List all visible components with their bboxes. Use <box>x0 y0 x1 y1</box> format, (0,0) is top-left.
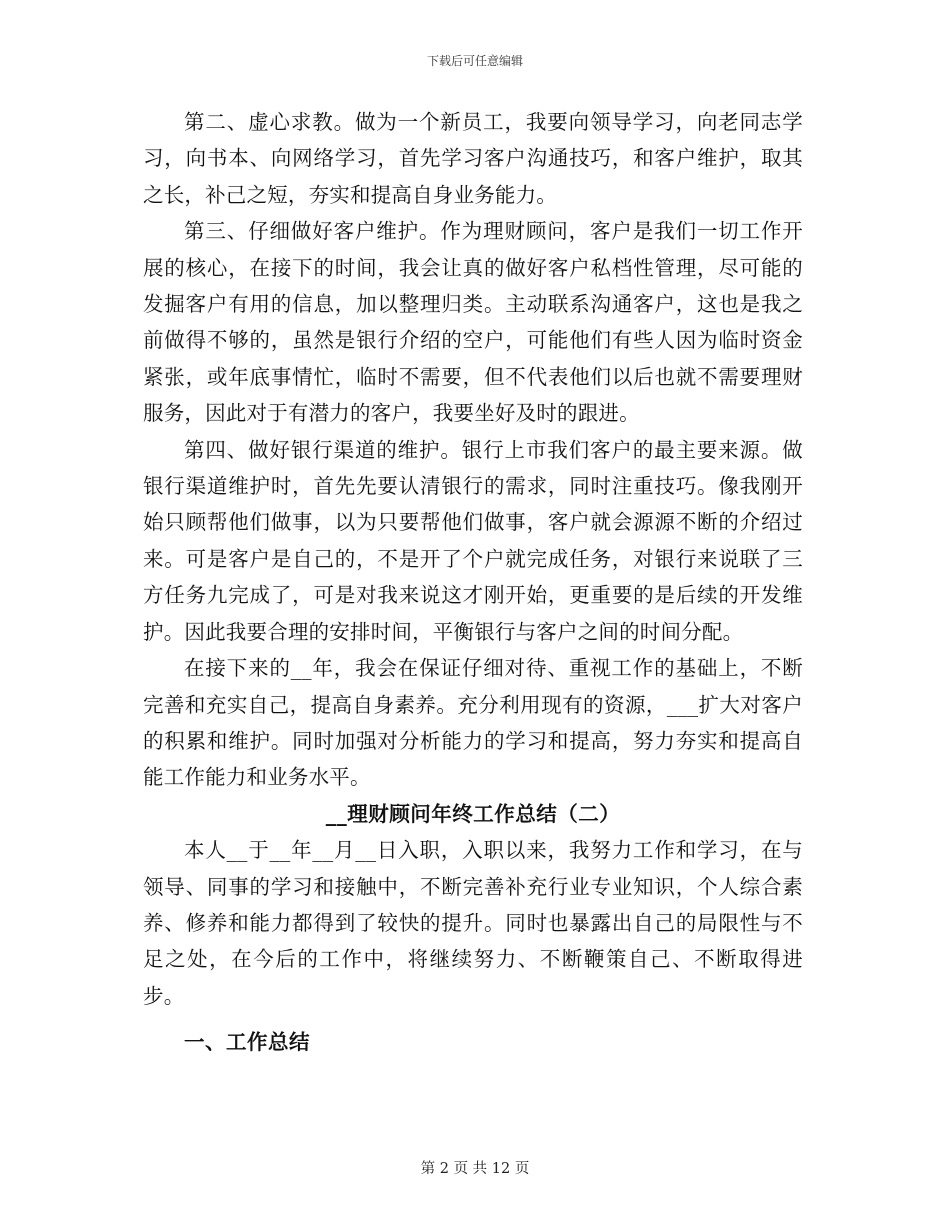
paragraph-next-year-plan: 在接下来的__年，我会在保证仔细对待、重视工作的基础上，不断完善和充实自己，提高自身素养。充分利用现有的资源，___扩大对客户的积累和维护。同时加强对分析能力的学习和提高，努力夯实和提高自能工作能力和业务水平。 <box>143 656 803 790</box>
section-title: __理财顾问年终工作总结（二） <box>325 801 621 826</box>
paragraph-intro: 本人__于__年__月__日入职，入职以来，我努力工作和学习，在与领导、同事的学习和接触中，不断完善补充行业专业知识，个人综合素养、修养和能力都得到了较快的提升。同时也暴露出自己的局限性与不足之处，在今后的工作中，将继续努力、不断鞭策自己、不断取得进步。 <box>143 838 803 1008</box>
paragraph-humble-learning: 第二、虚心求教。做为一个新员工，我要向领导学习，向老同志学习，向书本、向网络学习，首先学习客户沟通技巧，和客户维护，取其之长，补己之短，夯实和提高自身业务能力。 <box>143 110 803 207</box>
document-body <box>143 104 803 1061</box>
paragraph-bank-channel: 第四、做好银行渠道的维护。银行上市我们客户的最主要来源。做银行渠道维护时，首先先要认清银行的需求，同时注重技巧。像我刚开始只顾帮他们做事，以为只要帮他们做事，客户就会源源不断的介绍过来。可是客户是自己的，不是开了个户就完成任务，对银行来说联了三方任务九完成了，可是对我来说这才刚开始，更重要的是后续的开发维护。因此我要合理的安排时间，平衡银行与客户之间的时间分配。 <box>143 437 803 644</box>
page-number: 第 2 页 共 12 页 <box>420 1161 530 1177</box>
page-header: 下载后可任意编辑 <box>426 54 523 68</box>
paragraph-client-maintenance: 第三、仔细做好客户维护。作为理财顾问，客户是我们一切工作开展的核心，在接下的时间，我会让真的做好客户私档性管理，尽可能的发掘客户有用的信息，加以整理归类。主动联系沟通客户，这也是我之前做得不够的，虽然是银行介绍的空户，可能他们有些人因为临时资金紧张，或年底事情忙，临时不需要，但不代表他们以后也就不需要理财服务，因此对于有潜力的客户，我要坐好及时的跟进。 <box>143 219 803 426</box>
sub-heading-work-summary: 一、工作总结 <box>184 1030 310 1055</box>
